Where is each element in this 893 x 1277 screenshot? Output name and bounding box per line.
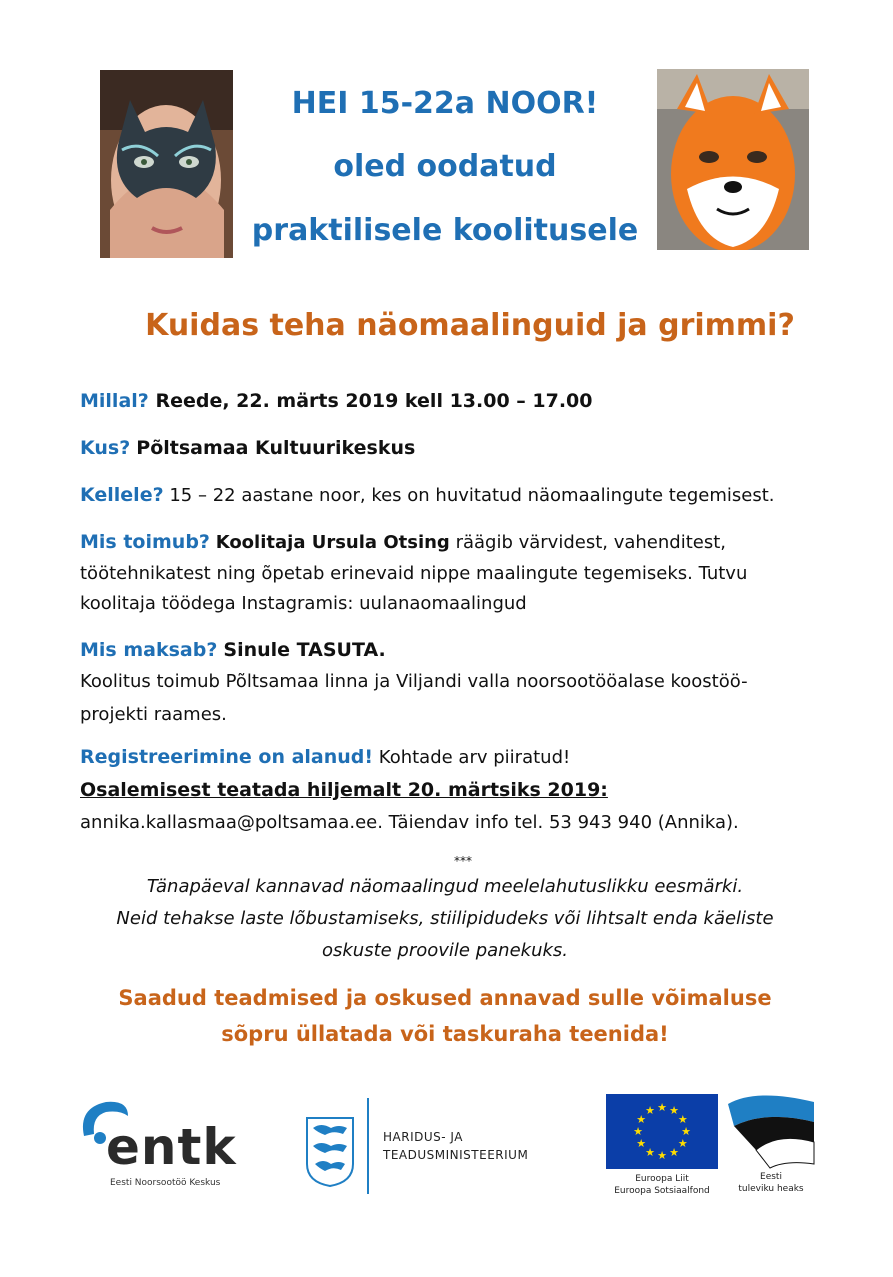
registration-row xyxy=(80,746,570,768)
ministry-logo xyxy=(305,1110,545,1200)
eu-star-icon: ★ xyxy=(636,1113,647,1126)
toimub-line-2: töötehnikatest ning õpetab erinevaid nippe maalingute tegemiseks. Tutvu xyxy=(80,563,748,584)
eu-star-icon: ★ xyxy=(669,1104,679,1118)
kellele-label: Kellele? xyxy=(80,484,164,506)
registration-value: Kohtade arv piiratud! xyxy=(378,747,571,768)
eu-star-icon: ★ xyxy=(677,1113,688,1126)
header-line-2: oled oodatud xyxy=(333,149,557,184)
project-line-1: Koolitus toimub Põltsamaa linna ja Viljandi valla noorsootööalase koostöö- xyxy=(80,671,748,692)
batman-face-photo xyxy=(100,70,233,258)
italic-line-3: oskuste proovile panekuks. xyxy=(321,940,569,961)
millal-label: Millal? xyxy=(80,390,149,412)
toimub-line-1: räägib värvidest, vahenditest, xyxy=(455,532,727,553)
eu-flag-icon xyxy=(606,1094,718,1169)
closing-line-2: sõpru üllatada või taskuraha teenida! xyxy=(221,1022,669,1046)
closing-line-1: Saadud teadmised ja oskused annavad sulle võimaluse xyxy=(118,986,772,1010)
eu-logo xyxy=(606,1094,720,1204)
eesti-line-2: tuleviku heaks xyxy=(738,1184,804,1194)
eu-line-2: Euroopa Sotsiaalfond xyxy=(614,1186,710,1196)
kus-label: Kus? xyxy=(80,437,131,459)
toimub-line-3: koolitaja töödega Instagramis: uulanaomaalingud xyxy=(80,593,527,614)
eesti-flag-wave-icon xyxy=(726,1092,816,1170)
toimub-bold: Koolitaja Ursula Otsing xyxy=(215,532,450,553)
kellele-row xyxy=(80,484,775,506)
eu-star-icon: ★ xyxy=(657,1149,667,1162)
millal-value: Reede, 22. märts 2019 kell 13.00 – 17.00 xyxy=(155,390,593,412)
entk-subtitle: Eesti Noorsootöö Keskus xyxy=(110,1178,221,1188)
three-lions-icon xyxy=(305,1116,355,1188)
maksab-value: Sinule TASUTA. xyxy=(223,639,386,661)
entk-wordmark: entk xyxy=(106,1118,237,1176)
eu-star-icon: ★ xyxy=(677,1137,688,1150)
eu-star-icon: ★ xyxy=(669,1145,679,1159)
header-line-1: HEI 15-22a NOOR! xyxy=(291,86,599,121)
project-line-2: projekti raames. xyxy=(80,704,227,725)
kus-row xyxy=(80,437,415,459)
kellele-value: 15 – 22 aastane noor, kes on huvitatud näomaalingute tegemisest. xyxy=(169,485,775,506)
eu-star-icon: ★ xyxy=(645,1145,655,1159)
toimub-row xyxy=(80,531,726,553)
italic-line-1: Tänapäeval kannavad näomaalingud meelelahutuslikku eesmärki. xyxy=(146,876,744,897)
millal-row xyxy=(80,390,593,412)
toimub-label: Mis toimub? xyxy=(80,531,210,553)
eesti-line-1: Eesti xyxy=(760,1172,782,1182)
fox-face-photo xyxy=(657,69,809,250)
eu-star-icon: ★ xyxy=(633,1125,643,1138)
deadline-text: Osalemisest teatada hiljemalt 20. märtsiks 2019: xyxy=(80,779,608,801)
ministry-line-1: HARIDUS- JA xyxy=(383,1130,463,1144)
registration-label: Registreerimine on alanud! xyxy=(80,746,374,768)
kus-value: Põltsamaa Kultuurikeskus xyxy=(136,437,416,459)
italic-line-2: Neid tehakse laste lõbustamiseks, stiilipidudeks või lihtsalt enda käeliste xyxy=(116,908,774,929)
contact-text: annika.kallasmaa@poltsamaa.ee. Täiendav info tel. 53 943 940 (Annika). xyxy=(80,812,739,833)
eu-star-icon: ★ xyxy=(645,1104,655,1118)
maksab-label: Mis maksab? xyxy=(80,639,218,661)
entk-logo xyxy=(76,1098,256,1193)
header-line-3: praktilisele koolitusele xyxy=(251,213,639,248)
eu-line-1: Euroopa Liit xyxy=(635,1174,689,1184)
ministry-line-2: TEADUSMINISTEERIUM xyxy=(383,1148,529,1162)
eu-star-icon: ★ xyxy=(657,1101,667,1114)
ministry-divider xyxy=(367,1098,369,1194)
separator: *** xyxy=(454,854,472,868)
maksab-row xyxy=(80,639,386,661)
eu-star-icon: ★ xyxy=(636,1137,647,1150)
eu-star-icon: ★ xyxy=(681,1125,691,1138)
page-title: Kuidas teha näomaalinguid ja grimmi? xyxy=(145,308,795,343)
eesti-logo xyxy=(726,1092,818,1202)
